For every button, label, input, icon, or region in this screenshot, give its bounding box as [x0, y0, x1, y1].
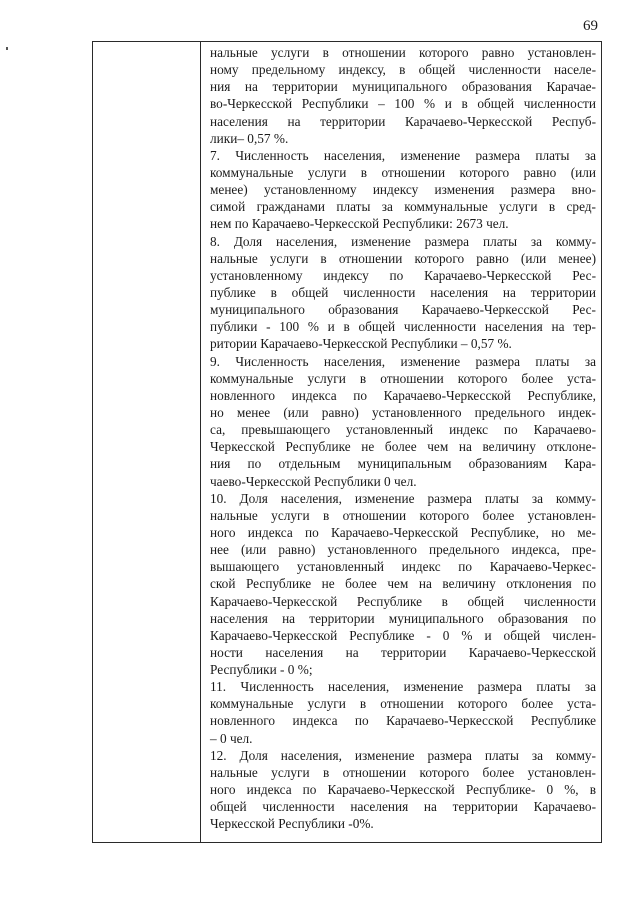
text-line: во-Черкесской Республики – 100 % и в общей численности [210, 96, 596, 112]
text-line: ской Республике не более чем на величину отклонения по [210, 576, 596, 592]
text-line: нальные услуги в отношении которого более установлен- [210, 764, 596, 780]
text-line: 8. Доля населения, изменение размера платы за комму- [210, 233, 596, 249]
text-line: ному предельному индексу, в общей численности населе- [210, 62, 596, 78]
text-line: вышающего установленный индекс по Карачаево-Черкес- [210, 559, 596, 575]
text-line: публики - 100 % и в общей численности населения на тер- [210, 319, 596, 335]
text-line: ния по отдельным муниципальным образованиям Кара- [210, 456, 596, 472]
text-line: ности населения на территории Карачаево-Черкесской [210, 644, 596, 660]
text-line: коммунальные услуги в отношении которого равно (или [210, 164, 596, 180]
text-line: населения на территории Карачаево-Черкесской Респуб- [210, 113, 596, 129]
text-line: общей численности населения на территории Карачаево- [210, 799, 596, 815]
text-line: нальные услуги в отношении которого более установлен- [210, 507, 596, 523]
text-line: новленного индекса по Карачаево-Черкесской Республике [210, 713, 596, 729]
text-line: ритории Карачаево-Черкесской Республики – 0,57 %. [210, 336, 512, 352]
text-line: Черкесской Республике не более чем на величину отклоне- [210, 439, 596, 455]
text-line: Карачаево-Черкесской Республике - 0 % и общей числен- [210, 627, 596, 643]
document-table [92, 41, 602, 843]
text-line: установленному индексу по Карачаево-Черкесской Рес- [210, 267, 596, 283]
text-line: муниципального образования Карачаево-Черкесской Рес- [210, 302, 596, 318]
text-line: нем по Карачаево-Черкесской Республики: 2673 чел. [210, 216, 509, 232]
text-line: нее (или равно) установленного предельного индекса, пре- [210, 542, 596, 558]
text-line: 10. Доля населения, изменение размера платы за комму- [210, 490, 596, 506]
text-line: симой гражданами платы за коммунальные услуги в сред- [210, 199, 596, 215]
text-line: 11. Численность населения, изменение размера платы за [210, 679, 596, 695]
text-line: новленного индекса по Карачаево-Черкесской Республике, [210, 387, 596, 403]
text-line: Черкесской Республики -0%. [210, 816, 374, 832]
text-line: населения на территории муниципального образования по [210, 610, 596, 626]
table-left-cell [93, 42, 201, 842]
text-line: – 0 чел. [210, 730, 253, 746]
text-line: Карачаево-Черкесской Республике в общей численности [210, 593, 596, 609]
text-line: нальные услуги в отношении которого равно установлен- [210, 45, 596, 60]
text-line: публике в общей численности населения на территории [210, 284, 596, 300]
text-line: коммунальные услуги в отношении которого более уста- [210, 370, 596, 386]
text-line: нальные услуги в отношении которого равно (или менее) [210, 250, 596, 266]
page-number: 69 [583, 18, 598, 34]
text-line: коммунальные услуги в отношении которого более уста- [210, 696, 596, 712]
text-line: 12. Доля населения, изменение размера платы за комму- [210, 747, 596, 763]
text-line: са, превышающего установленный индекс по Карачаево- [210, 422, 596, 438]
text-line: но менее (или равно) установленного предельного индек- [210, 404, 596, 420]
text-line: ного индекса по Карачаево-Черкесской Республике, но ме- [210, 524, 596, 540]
text-line: лики– 0,57 %. [210, 130, 289, 146]
scan-artifact [6, 47, 8, 50]
text-line: менее) установленному индексу изменения размера вно- [210, 182, 596, 198]
text-line: чаево-Черкесской Республики 0 чел. [210, 473, 417, 489]
text-line: ния на территории муниципального образования Карачае- [210, 79, 596, 95]
text-line: Республики - 0 %; [210, 662, 313, 678]
table-right-cell [201, 42, 601, 842]
text-line: 9. Численность населения, изменение размера платы за [210, 353, 596, 369]
text-line: ного индекса по Карачаево-Черкесской Республике- 0 %, в [210, 782, 596, 798]
text-line: 7. Численность населения, изменение размера платы за [210, 147, 596, 163]
